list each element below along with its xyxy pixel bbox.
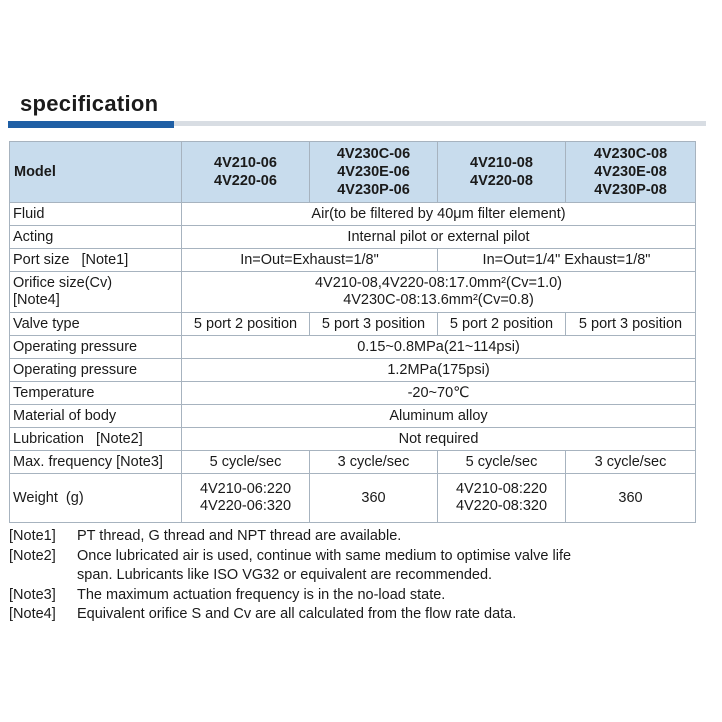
row-value-line: 4V220-06:320	[199, 498, 292, 514]
model-name: 4V230P-06	[337, 182, 410, 198]
model-name: 4V210-08	[470, 155, 533, 171]
table-row	[10, 474, 696, 523]
note-tag: [Note3]	[9, 586, 56, 603]
row-value	[438, 474, 566, 523]
row-value: 5 port 3 position	[566, 313, 696, 336]
table-row	[10, 336, 696, 359]
row-label: Valve type	[10, 313, 182, 336]
note-tag: [Note4]	[9, 606, 56, 622]
row-label: Acting	[10, 226, 182, 249]
row-label	[10, 272, 182, 313]
table-row	[10, 313, 696, 336]
header-model: Model	[10, 142, 182, 203]
row-value	[182, 272, 696, 313]
table-row	[10, 203, 696, 226]
row-label-line: Orifice size(Cv)	[13, 275, 113, 291]
row-label: Operating pressure	[10, 336, 182, 359]
model-name: 4V230P-08	[594, 182, 667, 198]
row-label: Temperature	[10, 382, 182, 405]
row-value: In=Out=Exhaust=1/8"	[182, 249, 438, 272]
row-value: 0.15~0.8MPa(21~114psi)	[182, 336, 696, 359]
row-value: 5 cycle/sec	[182, 451, 310, 474]
table-row	[10, 272, 696, 313]
row-value-line: 4V220-08:320	[455, 498, 548, 514]
note-4	[9, 605, 709, 625]
row-value: 5 port 3 position	[310, 313, 438, 336]
table-row	[10, 405, 696, 428]
row-label: Max. frequency [Note3]	[10, 451, 182, 474]
row-label: Weight (g)	[10, 474, 182, 523]
table-row	[10, 249, 696, 272]
model-name: 4V230E-06	[337, 164, 410, 180]
title-accent-bar	[8, 121, 174, 128]
note-text: PT thread, G thread and NPT thread are available.	[77, 528, 402, 544]
row-value: Not required	[182, 428, 696, 451]
row-label: Port size [Note1]	[10, 249, 182, 272]
row-value: 5 port 2 position	[182, 313, 310, 336]
row-label: Operating pressure	[10, 359, 182, 382]
row-value: 5 port 2 position	[438, 313, 566, 336]
spec-table	[9, 141, 696, 523]
model-name: 4V210-06	[214, 155, 277, 171]
row-value	[182, 474, 310, 523]
row-value: 360	[566, 474, 696, 523]
note-text-line: Once lubricated air is used, continue with same medium to optimise valve life	[77, 547, 572, 564]
row-value-line: 4V210-08,4V220-08:17.0mm²(Cv=1.0)	[314, 275, 563, 291]
table-row	[10, 382, 696, 405]
model-name: 4V230E-08	[594, 164, 667, 180]
row-value-line: 4V210-06:220	[199, 481, 292, 497]
row-label: Material of body	[10, 405, 182, 428]
header-col2	[310, 142, 438, 203]
row-value: Aluminum alloy	[182, 405, 696, 428]
row-value: 5 cycle/sec	[438, 451, 566, 474]
row-value: -20~70℃	[182, 382, 696, 405]
model-name: 4V230C-06	[336, 146, 411, 162]
note-text: The maximum actuation frequency is in the no-load state.	[77, 586, 446, 603]
note-tag: [Note2]	[9, 547, 56, 564]
page-title: specification	[20, 91, 159, 116]
header-col3	[438, 142, 566, 203]
note-text: Equivalent orifice S and Cv are all calculated from the flow rate data.	[77, 606, 517, 622]
model-name: 4V230C-08	[593, 146, 668, 162]
header-col1	[182, 142, 310, 203]
model-name: 4V220-06	[214, 173, 277, 189]
header-col4	[566, 142, 696, 203]
table-row	[10, 359, 696, 382]
row-value-line: 4V230C-08:13.6mm²(Cv=0.8)	[343, 292, 534, 308]
notes-section	[9, 527, 709, 625]
row-label-line: [Note4]	[13, 292, 60, 308]
row-value: Internal pilot or external pilot	[182, 226, 696, 249]
model-name: 4V220-08	[470, 173, 533, 189]
note-3	[9, 586, 709, 606]
row-value: 1.2MPa(175psi)	[182, 359, 696, 382]
row-value: 3 cycle/sec	[310, 451, 438, 474]
table-header-row	[10, 142, 696, 203]
row-value: 360	[310, 474, 438, 523]
table-row	[10, 451, 696, 474]
row-value: Air(to be filtered by 40μm filter element)	[182, 203, 696, 226]
note-2	[9, 547, 709, 586]
note-tag: [Note1]	[9, 528, 56, 544]
row-label: Fluid	[10, 203, 182, 226]
table-row	[10, 428, 696, 451]
note-text	[77, 547, 709, 586]
row-value: In=Out=1/4" Exhaust=1/8"	[438, 249, 696, 272]
note-1	[9, 527, 709, 547]
row-value: 3 cycle/sec	[566, 451, 696, 474]
note-text-line: span. Lubricants like ISO VG32 or equivalent are recommended.	[77, 567, 493, 583]
row-label: Lubrication [Note2]	[10, 428, 182, 451]
table-row	[10, 226, 696, 249]
row-value-line: 4V210-08:220	[455, 481, 548, 497]
